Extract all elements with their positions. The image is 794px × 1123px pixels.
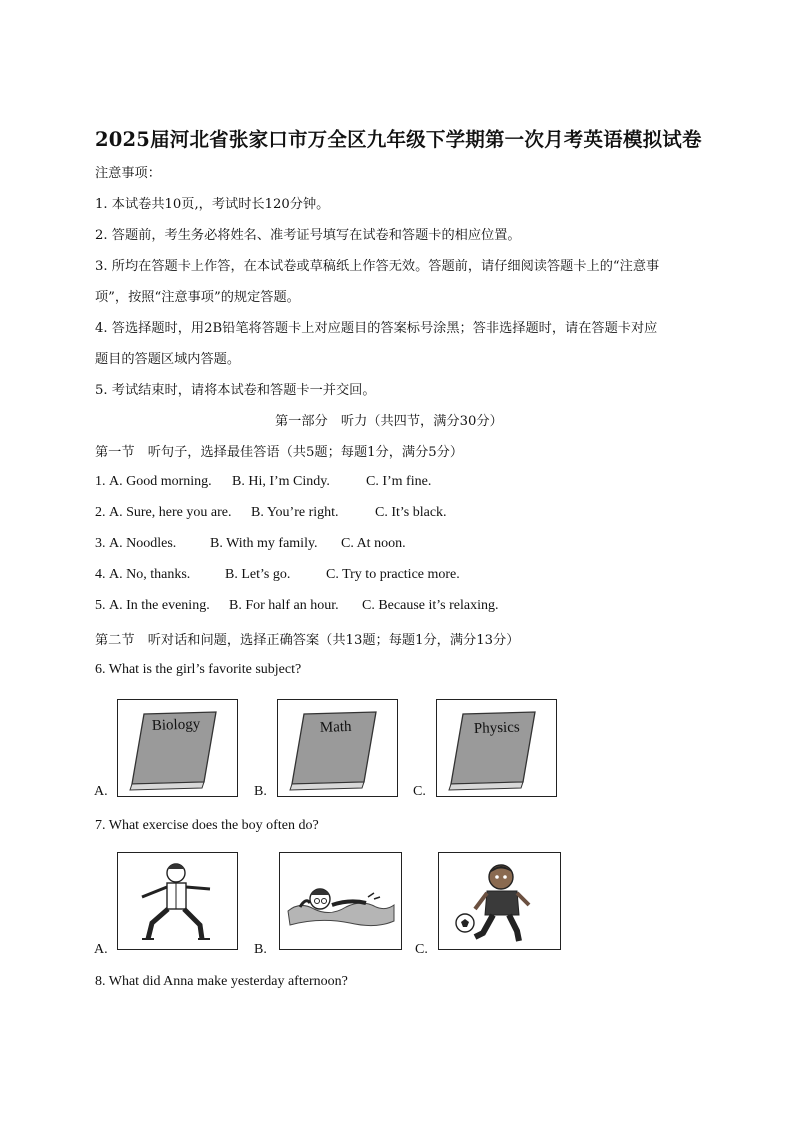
q6-option-b-label: B.	[254, 784, 267, 799]
question-2	[95, 505, 695, 525]
book-label: Physics	[473, 719, 520, 737]
option-b: B. You’re right.	[251, 505, 339, 520]
page-title: 2025届河北省张家口市万全区九年级下学期第一次月考英语模拟试卷	[95, 128, 702, 151]
option-a: A. No, thanks.	[109, 567, 191, 582]
question-5	[95, 598, 695, 618]
option-b: B. Let’s go.	[225, 567, 291, 582]
option-a: A. Good morning.	[109, 474, 212, 489]
option-b: B. Hi, I’m Cindy.	[232, 474, 330, 489]
q6-option-b-frame	[277, 699, 398, 797]
tai-chi-icon	[118, 853, 237, 949]
section1-heading: 第一节 听句子，选择最佳答语（共5题；每题1分，满分5分）	[95, 445, 464, 460]
question-3	[95, 536, 695, 556]
q7-option-c-frame	[438, 852, 561, 950]
question-1	[95, 474, 695, 494]
q7-option-c-label: C.	[415, 942, 428, 957]
option-a: A. Noodles.	[109, 536, 177, 551]
question-number: 3.	[95, 536, 106, 551]
notice-item-2: 2. 答题前，考生务必将姓名、准考证号填写在试卷和答题卡的相应位置。	[95, 228, 521, 243]
notice-item-3: 3. 所均在答题卡上作答，在本试卷或草稿纸上作答无效。答题前，请仔细阅读答题卡上的“注意事	[95, 259, 660, 274]
option-c: C. Because it’s relaxing.	[362, 598, 499, 613]
question-number: 5.	[95, 598, 106, 613]
question-number: 4.	[95, 567, 106, 582]
q6-option-a-label: A.	[94, 784, 108, 799]
notice-item-1: 1. 本试卷共10页,，考试时长120分钟。	[95, 197, 330, 212]
notice-item-3-cont: 项”，按照“注意事项”的规定答题。	[95, 290, 300, 305]
q7-option-b-label: B.	[254, 942, 267, 957]
book-label: Math	[319, 718, 352, 736]
notice-item-4-cont: 题目的答题区域内答题。	[95, 352, 241, 367]
notice-item-5: 5. 考试结束时，请将本试卷和答题卡一并交回。	[95, 383, 376, 398]
option-a: A. In the evening.	[109, 598, 210, 613]
notice-heading: 注意事项：	[95, 166, 161, 181]
option-c: C. Try to practice more.	[326, 567, 460, 582]
q6-option-c-label: C.	[413, 784, 426, 799]
q6-option-a-frame	[117, 699, 238, 797]
question-number: 1.	[95, 474, 106, 489]
option-c: C. I’m fine.	[366, 474, 432, 489]
question-number: 2.	[95, 505, 106, 520]
question-8-text: 8. What did Anna make yesterday afternoon?	[95, 974, 348, 989]
part1-heading: 第一部分 听力（共四节，满分30分）	[275, 414, 503, 429]
q6-option-c-frame	[436, 699, 557, 797]
question-4	[95, 567, 695, 587]
section2-heading: 第二节 听对话和问题，选择正确答案（共13题；每题1分，满分13分）	[95, 633, 520, 648]
question-6-text: 6. What is the girl’s favorite subject?	[95, 662, 302, 677]
option-b: B. With my family.	[210, 536, 318, 551]
option-c: C. It’s black.	[375, 505, 447, 520]
option-b: B. For half an hour.	[229, 598, 339, 613]
book-icon	[278, 700, 397, 796]
book-icon	[437, 700, 556, 796]
option-a: A. Sure, here you are.	[109, 505, 232, 520]
option-c: C. At noon.	[341, 536, 406, 551]
q7-option-a-label: A.	[94, 942, 108, 957]
book-label: Biology	[151, 716, 201, 734]
soccer-icon	[439, 853, 560, 949]
notice-item-4: 4. 答选择题时，用2B铅笔将答题卡上对应题目的答案标号涂黑；答非选择题时，请在答题卡对应	[95, 321, 658, 336]
q7-option-a-frame	[117, 852, 238, 950]
swimming-icon	[280, 853, 401, 949]
q7-option-b-frame	[279, 852, 402, 950]
question-7-text: 7. What exercise does the boy often do?	[95, 818, 319, 833]
book-icon	[118, 700, 237, 796]
